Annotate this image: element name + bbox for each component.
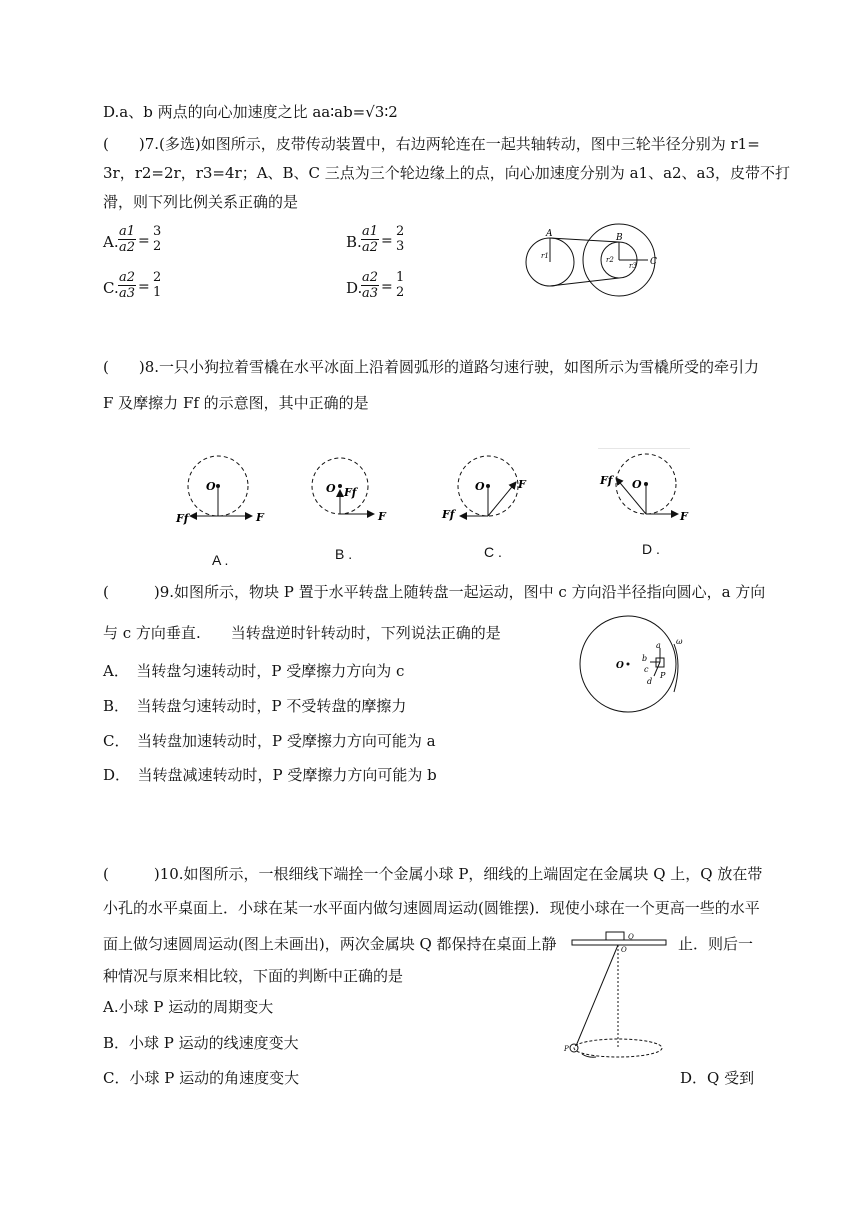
q9-turntable-figure <box>576 614 696 714</box>
q10-stem-line4: 种情况与原来相比较，下面的判断中正确的是 <box>103 967 404 985</box>
q7-option-d: D. $\frac{a2}{a3}$ = 1 2 <box>346 270 405 301</box>
q10-option-a: A.小球 P 运动的周期变大 <box>103 998 274 1016</box>
q9-option-a: A． 当转盘匀速转动时，P 受摩擦力方向为 c <box>103 662 405 680</box>
svg-text:c: c <box>644 665 649 674</box>
q8-diagram-a <box>175 456 265 525</box>
q9-stem-line2: 与 c 方向垂直. 当转盘逆时针转动时，下列说法正确的是 <box>103 624 501 642</box>
q9-option-c: C． 当转盘加速转动时，P 受摩擦力方向可能为 a <box>103 732 436 750</box>
q7-option-c: C. $\frac{a2}{a3}$ = 2 1 <box>103 270 162 301</box>
q10-stem-line1: ( )10.如图所示，一根细线下端拴一个金属小球 P，细线的上端固定在金属块 Q 上，Q 放在带 <box>103 865 763 883</box>
svg-text:F: F <box>518 478 526 491</box>
q7-belt-pulley-figure <box>520 222 670 302</box>
q10-option-b: B．小球 P 运动的线速度变大 <box>103 1034 299 1052</box>
svg-text:F: F <box>378 510 386 523</box>
svg-text:O: O <box>632 478 642 491</box>
q8-caption-c: C . <box>484 544 502 560</box>
q8-diagram-c <box>441 456 527 521</box>
label-A: A <box>546 229 553 239</box>
q8-caption-b: B . <box>335 546 353 562</box>
q8-caption-a: A . <box>212 552 229 568</box>
q8-force-diagrams <box>170 448 700 568</box>
q10-option-c: C．小球 P 运动的角速度变大 <box>103 1069 300 1087</box>
q7-stem-line2: 3r，r2=2r，r3=4r；A、B、C 三点为三个轮边缘上的点，向心加速度分别为 a1、a2、a3，皮带不打 <box>103 164 791 182</box>
svg-text:Ff: Ff <box>344 486 357 499</box>
svg-text:O: O <box>621 946 627 954</box>
svg-text:O: O <box>326 482 336 495</box>
q10-stem-line3b: 止．则后一 <box>678 935 754 953</box>
q7-option-b: B. $\frac{a1}{a2}$ = 2 3 <box>346 224 405 255</box>
q7-option-a: A. $\frac{a1}{a2}$ = 3 2 <box>103 224 162 255</box>
q10-stem-line2: 小孔的水平桌面上．小球在某一水平面内做匀速圆周运动(圆锥摆)．现使小球在一个更高一些的水平 <box>103 899 760 917</box>
svg-text:b: b <box>642 654 648 663</box>
label-r3: r3 <box>629 262 637 270</box>
q8-caption-d: D . <box>642 541 660 557</box>
svg-text:ω: ω <box>676 637 683 646</box>
svg-text:O: O <box>206 480 216 493</box>
q8-diagram-b <box>312 458 387 523</box>
q8-stem-line1: ( )8.一只小狗拉着雪橇在水平冰面上沿着圆弧形的道路匀速行驶，如图所示为雪橇所受的牵引力 <box>103 358 760 376</box>
svg-text:F: F <box>256 511 264 524</box>
svg-text:P: P <box>564 1045 569 1053</box>
q7-stem-line1: ( )7.(多选)如图所示，皮带传动装置中，右边两轮连在一起共轴转动，图中三轮半径分别为 r1= <box>103 135 760 153</box>
q6-option-d: D.a、b 两点的向心加速度之比 aa∶ab=√3∶2 <box>103 103 398 121</box>
svg-text:O: O <box>475 480 485 493</box>
svg-text:Ff: Ff <box>600 474 613 487</box>
q10-conical-pendulum-figure <box>560 930 672 1060</box>
q8-stem-line2: F 及摩擦力 Ff 的示意图，其中正确的是 <box>103 394 369 412</box>
svg-text:Q: Q <box>628 933 634 941</box>
label-r1: r1 <box>541 252 549 260</box>
label-B: B <box>616 233 623 243</box>
q10-stem-line3a: 面上做匀速圆周运动(图上未画出)，两次金属块 Q 都保持在桌面上静 <box>103 935 557 953</box>
svg-text:d: d <box>647 677 653 686</box>
svg-text:Ff: Ff <box>176 512 189 525</box>
label-r2: r2 <box>606 256 614 264</box>
q10-option-d-partial: D．Q 受到 <box>680 1069 755 1087</box>
q8-diagram-d <box>598 448 690 523</box>
q7-stem-line3: 滑，则下列比例关系正确的是 <box>103 193 299 211</box>
svg-text:a: a <box>656 641 661 650</box>
svg-text:F: F <box>680 510 688 523</box>
q9-option-d: D． 当转盘减速转动时，P 受摩擦力方向可能为 b <box>103 766 437 784</box>
q9-option-b: B． 当转盘匀速转动时，P 不受转盘的摩擦力 <box>103 697 407 715</box>
svg-text:O: O <box>616 661 624 671</box>
q9-stem-line1: ( )9.如图所示，物块 P 置于水平转盘上随转盘一起运动，图中 c 方向沿半径指向圆心，a 方向 <box>103 583 766 601</box>
svg-text:P: P <box>660 671 666 680</box>
svg-text:Ff: Ff <box>442 508 455 521</box>
label-C: C <box>650 257 657 267</box>
